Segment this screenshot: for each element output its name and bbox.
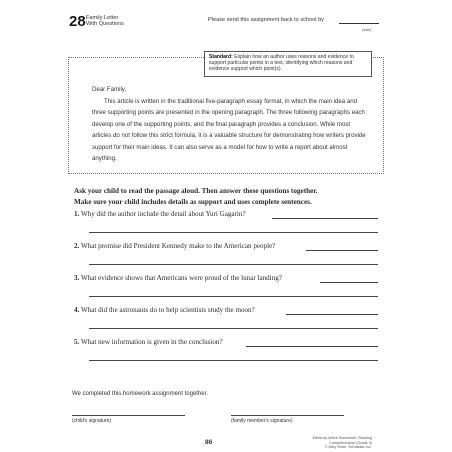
answer-line[interactable] — [89, 296, 378, 297]
credit-line2: © Mary Rose, Scholastic Inc. — [324, 445, 372, 450]
page-number: 28 — [69, 13, 86, 30]
copyright-credit — [300, 436, 372, 450]
answer-line[interactable] — [89, 232, 378, 233]
instructions — [74, 186, 318, 207]
series-title — [86, 15, 124, 28]
instructions-line1: Ask your child to read the passage aloud. Then answer these questions together. — [74, 187, 318, 195]
question-number: 2. — [74, 242, 80, 250]
question-number: 5. — [74, 338, 80, 346]
date-blank[interactable] — [339, 23, 379, 24]
child-signature-line[interactable] — [72, 415, 185, 416]
question-text: What promise did President Kennedy make to the American people? — [80, 242, 276, 250]
question-text: What new information is given in the conclusion? — [80, 338, 223, 346]
family-signature-line[interactable] — [231, 415, 344, 416]
question-number: 3. — [74, 274, 80, 282]
question-text: Why did the author include the detail about Yuri Gagarin? — [80, 210, 246, 218]
answer-blank[interactable] — [286, 314, 378, 315]
completion-statement: We completed this homework assignment together. — [72, 391, 208, 397]
date-caption: (date) — [362, 28, 372, 32]
footer-page-number: 86 — [205, 439, 213, 446]
standard-box — [204, 51, 372, 77]
series-title-line1: Family Letter — [86, 15, 119, 21]
child-signature-caption: (child's signature) — [72, 418, 112, 424]
answer-line[interactable] — [89, 360, 378, 361]
series-title-line2: With Questions — [86, 21, 124, 28]
answer-line[interactable] — [89, 328, 378, 329]
answer-blank[interactable] — [306, 250, 378, 251]
question-number: 4. — [74, 306, 80, 314]
send-back-instruction: Please send this assignment back to school by — [208, 17, 324, 23]
answer-blank[interactable] — [246, 346, 378, 347]
question-text: What did the astronauts do to help scientists study the moon? — [80, 306, 255, 314]
credit-line1: Week-by-Week Homework: Reading Comprehension (Grade 3) — [312, 436, 372, 445]
question-4 — [74, 306, 255, 314]
question-2 — [74, 242, 275, 250]
standard-label: Standard: — [209, 54, 233, 60]
standard-text: Explain how an author uses reasons and evidence to support particular points in a text, identifying which reasons and evidence support which point(s). — [209, 54, 354, 73]
family-signature-caption: (family member's signature) — [231, 418, 293, 424]
question-1 — [74, 210, 246, 218]
letter-salutation: Dear Family, — [92, 86, 127, 93]
instructions-line2: Make sure your child includes details as support and uses complete sentences. — [74, 197, 312, 206]
letter-body: This article is written in the traditional five-paragraph essay format, in which the main idea and three supporting points are presented in the opening paragraph. The three following paragraphs each develop one of the supporting points, and the final paragraph provides a conclusion. While most articles do not follow this strict formula, it is a valuable structure for demonstrating how writers provide support for their main ideas. It can also serve as a model for how to write a report about almost anything. — [92, 98, 366, 163]
question-3 — [74, 274, 282, 282]
answer-line[interactable] — [89, 264, 378, 265]
question-number: 1. — [74, 210, 80, 218]
answer-blank[interactable] — [272, 218, 378, 219]
question-5 — [74, 338, 223, 346]
answer-blank[interactable] — [320, 282, 378, 283]
question-text: What evidence shows that Americans were proud of the lunar landing? — [80, 274, 282, 282]
